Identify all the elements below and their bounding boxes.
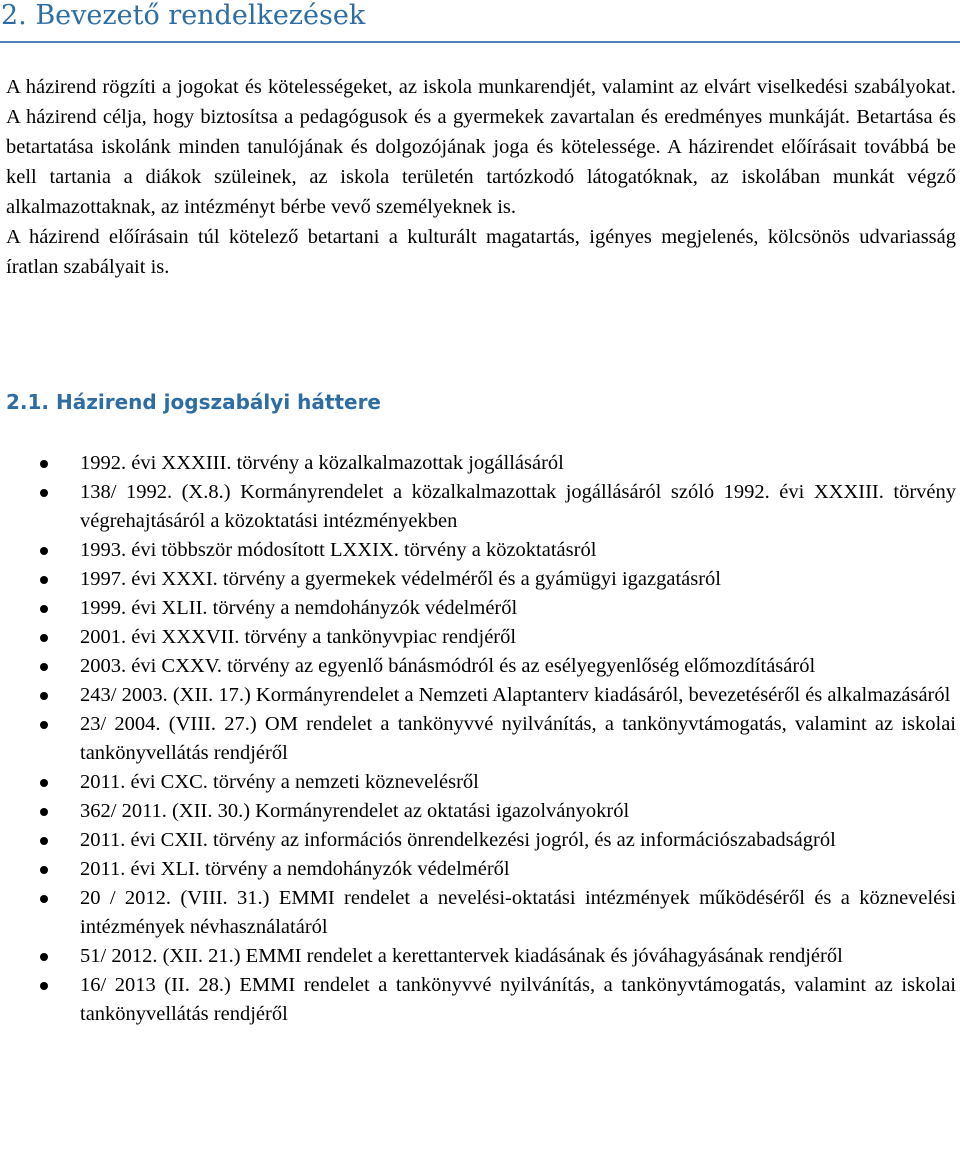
list-item — [0, 768, 956, 797]
list-item-text: 1997. évi XXXI. törvény a gyermekek védelméről és a gyámügyi igazgatásról — [80, 568, 721, 590]
bullet-icon — [40, 692, 48, 700]
intro-text — [6, 72, 956, 282]
bullet-icon — [40, 866, 48, 874]
list-item — [0, 536, 956, 565]
list-item — [0, 449, 956, 478]
bullet-icon — [40, 837, 48, 845]
list-item — [0, 478, 956, 536]
subsection-heading: 2.1. Házirend jogszabályi háttere — [6, 390, 381, 414]
bullet-icon — [40, 576, 48, 584]
intro-paragraph: A házirend rögzíti a jogokat és kötelességeket, az iskola munkarendjét, valamint az elvárt viselkedési szabályokat. A házirend célja, hogy biztosítsa a pedagógusok és a gyermekek zavartalan és eredményes munkáját. Betartása és betartatása iskolánk minden tanulójának és dolgozójának joga és kötelessége. A házirendet előírásait továbbá be kell tartania a diákok szüleinek, az iskola területén tartózkodó látogatóknak, az iskolában munkát végző alkalmazottaknak, az intézményt bérbe vevő személyeknek is. — [6, 76, 956, 218]
bullet-icon — [40, 779, 48, 787]
list-item-text: 23/ 2004. (VIII. 27.) OM rendelet a tankönyvvé nyilvánítás, a tankönyvtámogatás, valamint az iskolai tankönyvellátás rendjéről — [80, 713, 956, 764]
list-item-text: 362/ 2011. (XII. 30.) Kormányrendelet az oktatási igazolványokról — [80, 800, 630, 822]
bullet-icon — [40, 634, 48, 642]
bullet-icon — [40, 953, 48, 961]
list-item — [0, 855, 956, 884]
list-item-text: 20 / 2012. (VIII. 31.) EMMI rendelet a nevelési-oktatási intézmények működéséről és a köznevelési intézmények névhasználatáról — [80, 887, 956, 938]
list-item-text: 2001. évi XXXVII. törvény a tankönyvpiac rendjéről — [80, 626, 517, 648]
list-item-text: 16/ 2013 (II. 28.) EMMI rendelet a tankönyvvé nyilvánítás, a tankönyvtámogatás, valamint az iskolai tankönyvellátás rendjéről — [80, 974, 956, 1025]
list-item-text: 1999. évi XLII. törvény a nemdohányzók védelméről — [80, 597, 518, 619]
section-heading: 2. Bevezető rendelkezések — [1, 0, 366, 31]
bullet-icon — [40, 808, 48, 816]
bullet-icon — [40, 547, 48, 555]
list-item — [0, 623, 956, 652]
list-item-text: 2011. évi CXII. törvény az információs önrendelkezési jogról, és az információszabadságról — [80, 829, 836, 851]
bullet-icon — [40, 895, 48, 903]
intro-paragraph: A házirend előírásain túl kötelező betartani a kulturált magatartás, igényes megjelenés, kölcsönös udvariasság íratlan szabályait is. — [6, 226, 956, 278]
bullet-icon — [40, 982, 48, 990]
list-item — [0, 594, 956, 623]
list-item — [0, 652, 956, 681]
list-item — [0, 942, 956, 971]
list-item — [0, 565, 956, 594]
list-item — [0, 797, 956, 826]
bullet-icon — [40, 489, 48, 497]
list-item-text: 1992. évi XXXIII. törvény a közalkalmazottak jogállásáról — [80, 452, 564, 474]
list-item — [0, 884, 956, 942]
list-item — [0, 826, 956, 855]
bullet-icon — [40, 460, 48, 468]
list-item — [0, 681, 956, 710]
legal-basis-list — [0, 449, 956, 1029]
list-item-text: 2011. évi CXC. törvény a nemzeti köznevelésről — [80, 771, 479, 793]
bullet-icon — [40, 663, 48, 671]
list-item — [0, 710, 956, 768]
list-item-text: 2011. évi XLI. törvény a nemdohányzók védelméről — [80, 858, 510, 880]
heading-underline — [0, 41, 960, 43]
list-item-text: 1993. évi többször módosított LXXIX. törvény a közoktatásról — [80, 539, 597, 561]
bullet-icon — [40, 605, 48, 613]
list-item-text: 51/ 2012. (XII. 21.) EMMI rendelet a kerettantervek kiadásának és jóváhagyásának rendjéről — [80, 945, 843, 967]
list-item-text: 2003. évi CXXV. törvény az egyenlő bánásmódról és az esélyegyenlőség előmozdításáról — [80, 655, 816, 677]
list-item-text: 243/ 2003. (XII. 17.) Kormányrendelet a Nemzeti Alaptanterv kiadásáról, bevezetéséről és alkalmazásáról — [80, 684, 951, 706]
bullet-icon — [40, 721, 48, 729]
list-item — [0, 971, 956, 1029]
list-item-text: 138/ 1992. (X.8.) Kormányrendelet a közalkalmazottak jogállásáról szóló 1992. évi XXXIII. törvény végrehajtásáról a közoktatási intézményekben — [80, 481, 956, 532]
